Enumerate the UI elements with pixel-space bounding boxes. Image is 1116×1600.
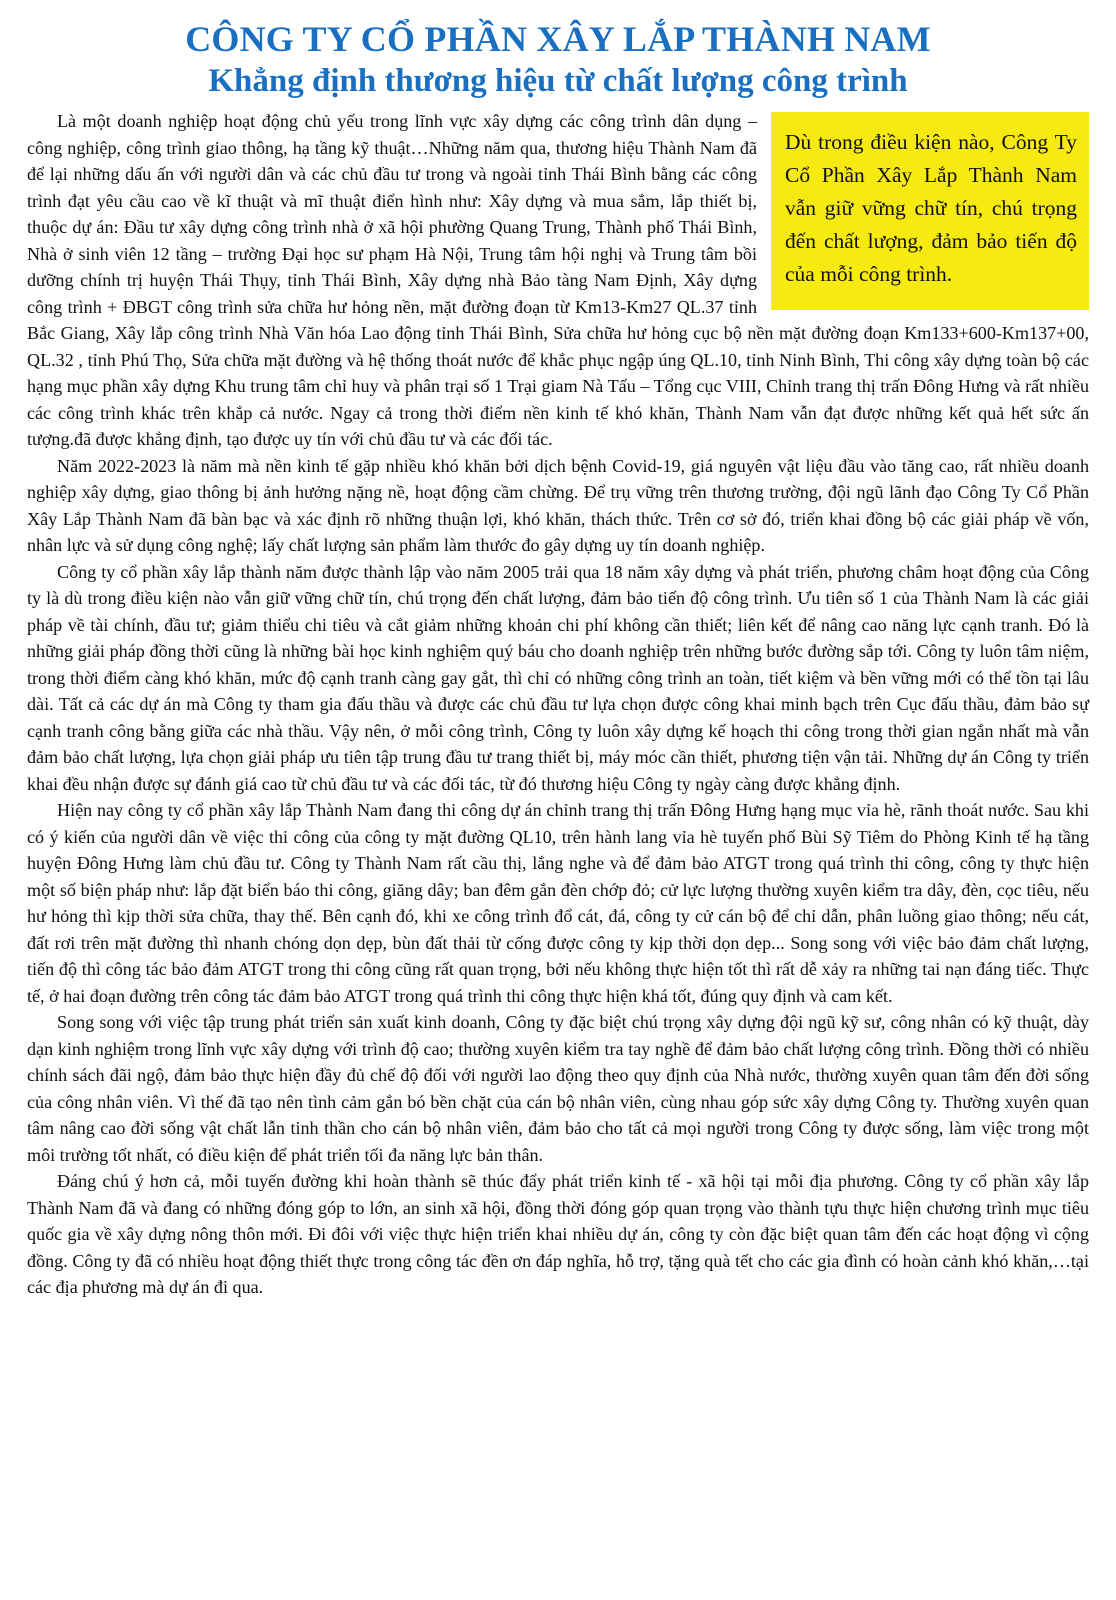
paragraph-4: Hiện nay công ty cổ phần xây lắp Thành Nam đang thi công dự án chỉnh trang thị trấn Đông Hưng hạng mục vỉa hè, rãnh thoát nước. Sau khi có ý kiến của người dân về việc thi công của công ty mặt đường QL10, trên hành lang vỉa hè tuyến phố Bùi Sỹ Tiêm do Phòng Kinh tế hạ tầng huyện Đông Hưng làm chủ đầu tư. Công ty Thành Nam rất cầu thị, lắng nghe và để đảm bảo ATGT trong quá trình thi công, công ty thực hiện một số biện pháp như: lắp đặt biển báo thi công, giăng dây; ban đêm gắn đèn chớp đỏ; cử lực lượng thường xuyên kiểm tra dây, đèn, cọc tiêu, nếu hư hỏng thì kịp thời sửa chữa, thay thế. Bên cạnh đó, khi xe công trình đổ cát, đá, công ty cử cán bộ để chỉ dẫn, phân luồng giao thông; nếu cát, đất rơi trên mặt đường thì nhanh chóng dọn dẹp, bùn đất thải từ cống được công ty kịp thời dọn dẹp... Song song với việc bảo đảm chất lượng, tiến độ thì công tác bảo đảm ATGT trong thi công cũng rất quan trọng, bởi nếu không thực hiện tốt thì rất dễ xảy ra những tai nạn đáng tiếc. Thực tế, ở hai đoạn đường trên công tác đảm bảo ATGT trong quá trình thi công thực hiện khá tốt, đúng quy định và cam kết.: [27, 800, 1089, 1006]
paragraph-3: Công ty cổ phần xây lắp thành năm được thành lập vào năm 2005 trải qua 18 năm xây dựng và phát triển, phương châm hoạt động của Công ty là dù trong điều kiện nào vẫn giữ vững chữ tín, chú trọng đến chất lượng, đảm bảo tiến độ công trình. Ưu tiên số 1 của Thành Nam là các giải pháp về tài chính, đầu tư; giảm thiểu chi tiêu và cắt giảm những khoản chi phí không cần thiết; liên kết để nâng cao năng lực cạnh tranh. Đó là những giải pháp đồng thời cũng là những bài học kinh nghiệm quý báu cho doanh nghiệp trên những bước đường sắp tới. Công ty luôn tâm niệm, trong thời điểm càng khó khăn, mức độ cạnh tranh càng gay gắt, thì chỉ có những công trình an toàn, tiết kiệm và bền vững mới có thể tồn tại lâu dài. Tất cả các dự án mà Công ty tham gia đấu thầu và được các chủ đầu tư lựa chọn được công khai minh bạch trên Cục đấu thầu, đảm bảo sự cạnh tranh công bằng giữa các nhà thầu. Vậy nên, ở mỗi công trình, Công ty luôn xây dựng kế hoạch thi công trong thời gian ngắn nhất mà vẫn đảm bảo chất lượng, lựa chọn giải pháp ưu tiên tập trung đầu tư trang thiết bị, máy móc cần thiết, phương tiện vận tải. Những dự án Công ty triển khai đều nhận được sự đánh giá cao từ chủ đầu tư và các đối tác, từ đó thương hiệu Công ty ngày càng được khẳng định.: [27, 561, 1089, 794]
paragraph-1: Là một doanh nghiệp hoạt động chủ yếu trong lĩnh vực xây dựng các công trình dân dụng – công nghiệp, công trình giao thông, hạ tầng kỹ thuật…Những năm qua, thương hiệu Thành Nam đã để lại những dấu ấn với người dân và các chủ đầu tư trong và ngoài tỉnh Thái Bình bằng các công trình đạt yêu cầu cao về kĩ thuật và mĩ thuật điển hình như: Xây dựng và mua sắm, lắp thiết bị, thuộc dự án: Đầu tư xây dựng công trình nhà ở xã hội phường Quang Trung, Thành phố Thái Bình, Nhà ở sinh viên 12 tầng – trường Đại học sư phạm Hà Nội, Trung tâm hội nghị và Trung tâm bồi dưỡng chính trị huyện Thái Thụy, tỉnh Thái Bình, Xây dựng nhà Bảo tàng Nam Định, Xây dựng công trình + ĐBGT công trình sửa chữa hư hỏng nền, mặt đường đoạn từ Km13-Km27 QL.37 tỉnh Bắc Giang, Xây lắp công trình Nhà Văn hóa Lao động tỉnh Thái Bình, Sửa chữa hư hỏng cục bộ nền mặt đường đoạn Km133+600-Km137+00, QL.32 , tỉnh Phú Thọ, Sửa chữa mặt đường và hệ thống thoát nước để khắc phục ngập úng QL.10, tỉnh Ninh Bình, Thi công xây dựng toàn bộ các hạng mục phần xây dựng Khu trung tâm chỉ huy và phân trại số 1 Trại giam Nà Tấu – Tổng cục VIII, Chỉnh trang thị trấn Đông Hưng và rất nhiều các công trình khác trên khắp cả nước. Ngay cả trong thời điểm nền kinh tế khó khăn, Thành Nam vẫn đạt được những kết quả hết sức ấn tượng.đã được khẳng định, tạo được uy tín với chủ đầu tư và các đối tác.: [27, 111, 1089, 449]
paragraph-2: Năm 2022-2023 là năm mà nền kinh tế gặp nhiều khó khăn bởi dịch bệnh Covid-19, giá nguyên vật liệu đầu vào tăng cao, rất nhiều doanh nghiệp xây dựng, giao thông bị ảnh hưởng nặng nề, hoạt động cầm chừng. Để trụ vững trên thương trường, đội ngũ lãnh đạo Công Ty Cổ Phần Xây Lắp Thành Nam đã bàn bạc và xác định rõ những thuận lợi, khó khăn, thách thức. Trên cơ sở đó, triển khai đồng bộ các giải pháp về vốn, nhân lực và sử dụng công nghệ; lấy chất lượng sản phẩm làm thước đo gây dựng uy tín doanh nghiệp.: [27, 455, 1089, 555]
article-subtitle: Khẳng định thương hiệu từ chất lượng công trình: [208, 63, 908, 99]
paragraph-6: Đáng chú ý hơn cả, mỗi tuyến đường khi hoàn thành sẽ thúc đẩy phát triển kinh tế - xã hội tại mỗi địa phương. Công ty cổ phần xây lắp Thành Nam đã và đang có những đóng góp to lớn, an sinh xã hội, đồng thời đóng góp quan trọng vào thành tựu thực hiện chương trình mục tiêu quốc gia về xây dựng nông thôn mới. Đi đôi với việc thực hiện triển khai nhiều dự án, công ty còn đặc biệt quan tâm đến các hoạt động vì cộng đồng. Công ty đã có nhiều hoạt động thiết thực trong công tác đền ơn đáp nghĩa, hỗ trợ, tặng quà tết cho các gia đình có hoàn cảnh khó khăn,…tại các địa phương mà dự án đi qua.: [27, 1171, 1089, 1297]
article-title: CÔNG TY CỔ PHẦN XÂY LẮP THÀNH NAM: [185, 19, 931, 59]
pull-quote: [771, 112, 1089, 310]
paragraph-5: Song song với việc tập trung phát triển sản xuất kinh doanh, Công ty đặc biệt chú trọng xây dựng đội ngũ kỹ sư, công nhân có kỹ thuật, dày dạn kinh nghiệm trong lĩnh vực xây dựng với trình độ cao; thường xuyên kiểm tra tay nghề để đảm bảo chất lượng công trình. Đồng thời có nhiều chính sách đãi ngộ, đảm bảo thực hiện đầy đủ chế độ đối với người lao động theo quy định của Nhà nước, thường xuyên quan tâm đến đời sống của công nhân viên. Vì thế đã tạo nên tình cảm gắn bó bền chặt của cán bộ nhân viên, cùng nhau góp sức xây dựng Công ty. Thường xuyên quan tâm nâng cao đời sống vật chất lẫn tinh thần cho cán bộ nhân viên, đảm bảo cho tất cả mọi người trong Công ty được sống, làm việc trong một môi trường tốt nhất, có điều kiện để phát triển tối đa năng lực bản thân.: [27, 1012, 1089, 1165]
article: [27, 18, 1089, 1301]
pull-quote-text: Dù trong điều kiện nào, Công Ty Cổ Phần Xây Lắp Thành Nam vẫn giữ vững chữ tín, chú trọng đến chất lượng, đảm bảo tiến độ của mỗi công trình.: [785, 130, 1077, 286]
article-body: [27, 108, 1089, 1301]
